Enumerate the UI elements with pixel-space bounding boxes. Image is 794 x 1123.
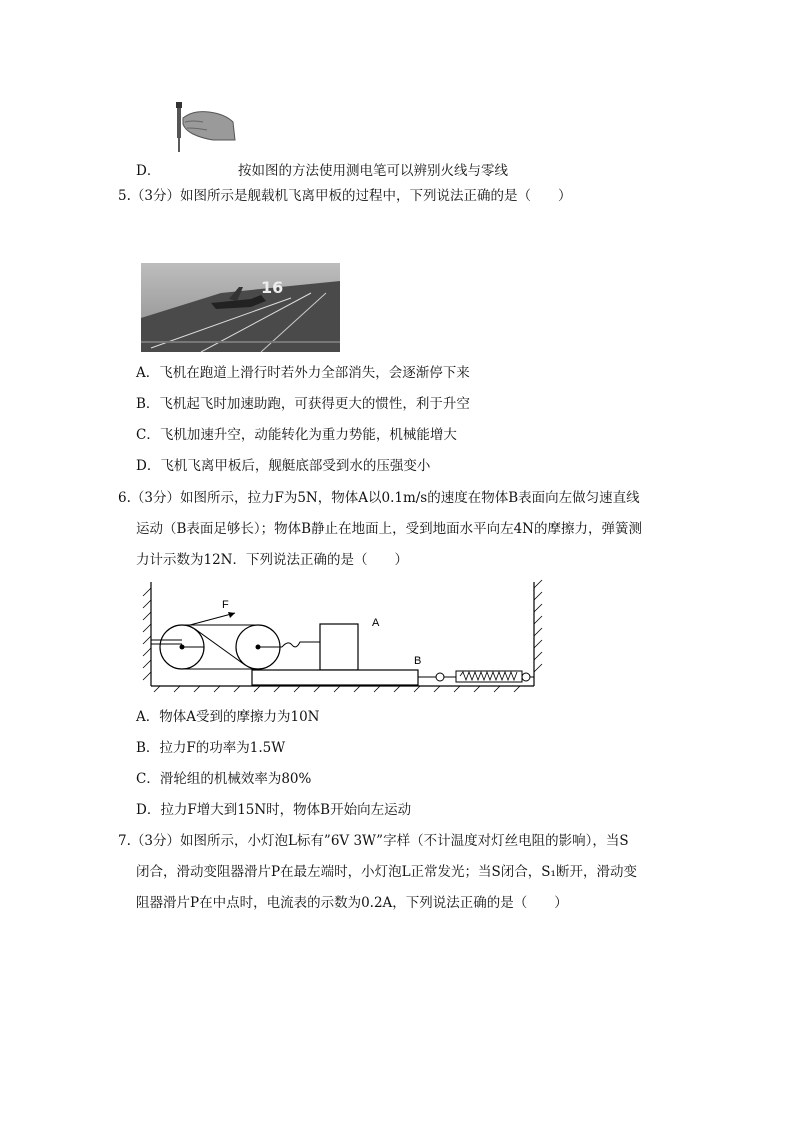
label-b: B — [414, 655, 422, 667]
q6-option-a: A．物体A受到的摩擦力为10N — [136, 709, 320, 725]
label-f: F — [222, 599, 229, 611]
q6-option-d: D．拉力F增大到15N时，物体B开始向左运动 — [136, 802, 412, 818]
q5-option-b: B．飞机起飞时加速助跑，可获得更大的惯性，利于升空 — [136, 396, 470, 412]
svg-text:16: 16 — [261, 278, 284, 297]
q4-option-d-label: D． — [136, 163, 161, 179]
q6-stem-line-3: 力计示数为12N．下列说法正确的是（ ） — [136, 552, 408, 568]
label-a: A — [372, 617, 380, 629]
q6-stem-line-1: 6.（3分）如图所示，拉力F为5N，物体A以0.1m/s的速度在物体B表面向左做匀速直线 — [118, 490, 640, 506]
q6-option-c: C．滑轮组的机械效率为80% — [136, 771, 312, 787]
q6-option-b: B．拉力F的功率为1.5W — [136, 740, 286, 756]
aircraft-carrier-photo — [141, 263, 340, 352]
q7-stem-line-1: 7.（3分）如图所示，小灯泡L标有”6V 3W”字样（不计温度对灯丝电阻的影响），当S — [118, 833, 629, 849]
q7-stem-line-2: 闭合，滑动变阻器滑片P在最左端时，小灯泡L正常发光；当S闭合，S₁断开，滑动变 — [136, 864, 637, 880]
q5-option-a: A．飞机在跑道上滑行时若外力全部消失，会逐渐停下来 — [136, 365, 470, 381]
q6-stem-line-2: 运动（B表面足够长）；物体B静止在地面上，受到地面水平向左4N的摩擦力，弹簧测 — [136, 521, 642, 537]
q4-option-d-text: 按如图的方法使用测电笔可以辨别火线与零线 — [238, 163, 508, 179]
q5-stem: 5.（3分）如图所示是舰载机飞离甲板的过程中，下列说法正确的是（ ） — [118, 188, 572, 204]
test-pen-hand-image — [163, 100, 237, 158]
q7-stem-line-3: 阻器滑片P在中点时，电流表的示数为0.2A，下列说法正确的是（ ） — [136, 895, 568, 911]
pulley-spring-diagram — [140, 578, 545, 694]
q5-option-c: C．飞机加速升空，动能转化为重力势能，机械能增大 — [136, 427, 457, 443]
q5-option-d: D．飞机飞离甲板后，舰艇底部受到水的压强变小 — [136, 458, 431, 474]
